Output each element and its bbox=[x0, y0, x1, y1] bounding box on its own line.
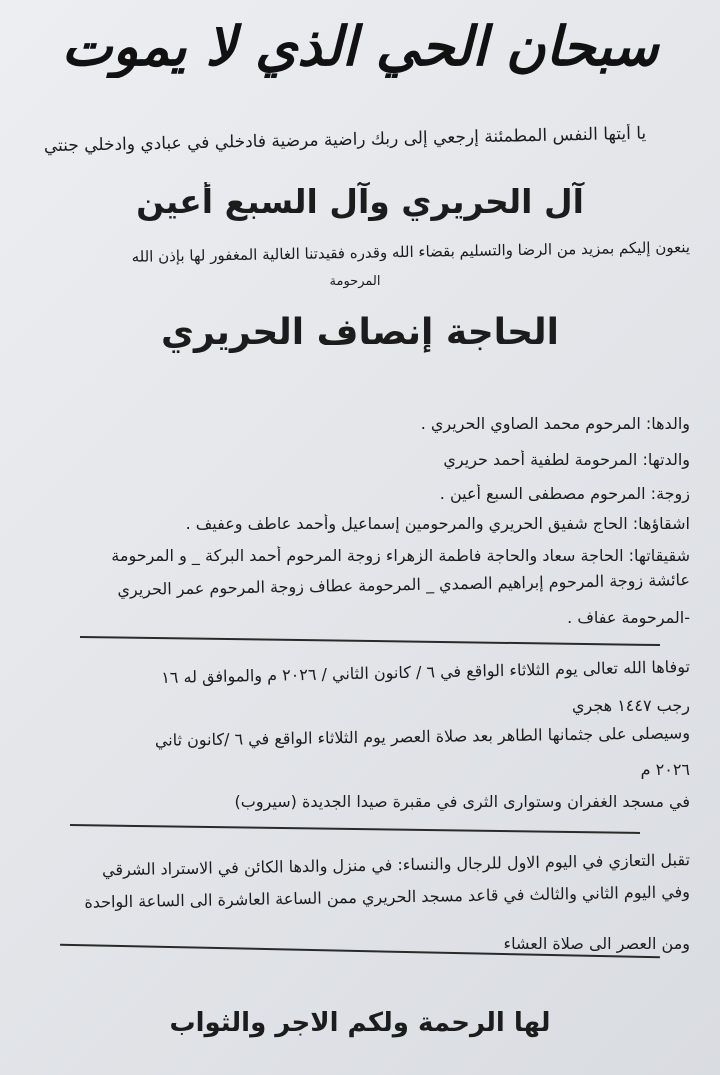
father-line: والدها: المرحوم محمد الصاوي الحريري . bbox=[420, 414, 690, 433]
death-line-1: توفاها الله تعالى يوم الثلاثاء الواقع في ٦ / كانون الثاني / ٢٠٢٦ م والموافق له ١٦ bbox=[161, 656, 691, 688]
brothers-line: اشقاؤها: الحاج شفيق الحريري والمرحومين إسماعيل وأحمد عاطف وعفيف . bbox=[185, 514, 690, 533]
husband-line: زوجة: المرحوم مصطفى السبع أعين . bbox=[439, 484, 690, 503]
sisters-line-3: -المرحومة عفاف . bbox=[567, 608, 690, 627]
families-title: آل الحريري وآل السبع أعين bbox=[136, 182, 584, 221]
condolences-line-1: تقبل التعازي في اليوم الاول للرجال والنساء: في منزل والدها الكائن في الاستراد الشرقي bbox=[101, 850, 691, 880]
prayer-line-1: وسيصلى على جثمانها الطاهر بعد صلاة العصر يوم الثلاثاء الواقع في ٦ /كانون ثاني bbox=[154, 723, 691, 750]
sisters-line-2: عائشة زوجة المرحوم إبراهيم الصمدي _ المرحومة عطاف زوجة المرحوم عمر الحريري bbox=[117, 570, 691, 600]
divider-1 bbox=[80, 636, 660, 646]
death-line-2: رجب ١٤٤٧ هجري bbox=[572, 696, 690, 715]
sisters-line-1: شقيقاتها: الحاجة سعاد والحاجة فاطمة الزهراء زوجة المرحوم أحمد البركة _ و المرحومة bbox=[111, 546, 690, 565]
intro-line-1: ينعون إليكم بمزيد من الرضا والتسليم بقضاء الله وقدره فقيدتنا الغالية المغفور لها بإذن الله bbox=[131, 238, 691, 266]
prayer-line-2: ٢٠٢٦ م bbox=[640, 760, 690, 779]
intro-line-2: المرحومة bbox=[329, 274, 381, 289]
quran-verse: يا أيتها النفس المطمئنة إرجعي إلى ربك راضية مرضية فادخلي في عبادي وادخلي جنتي bbox=[43, 123, 647, 157]
condolences-line-2: وفي اليوم الثاني والثالث في قاعد مسجد الحريري ممن الساعة العاشرة الى الساعة الواحدة bbox=[84, 882, 691, 912]
calligraphy-heading: سبحان الحي الذي لا يموت bbox=[61, 14, 659, 78]
deceased-name: الحاجة إنصاف الحريري bbox=[161, 312, 559, 353]
condolences-line-3: ومن العصر الى صلاة العشاء bbox=[503, 934, 690, 953]
prayer-line-3: في مسجد الغفران وستوارى الثرى في مقبرة صيدا الجديدة (سيروب) bbox=[234, 792, 690, 811]
mother-line: والدتها: المرحومة لطفية أحمد حريري bbox=[443, 450, 690, 469]
closing-line: لها الرحمة ولكم الاجر والثواب bbox=[169, 1008, 551, 1038]
divider-2 bbox=[70, 824, 640, 834]
